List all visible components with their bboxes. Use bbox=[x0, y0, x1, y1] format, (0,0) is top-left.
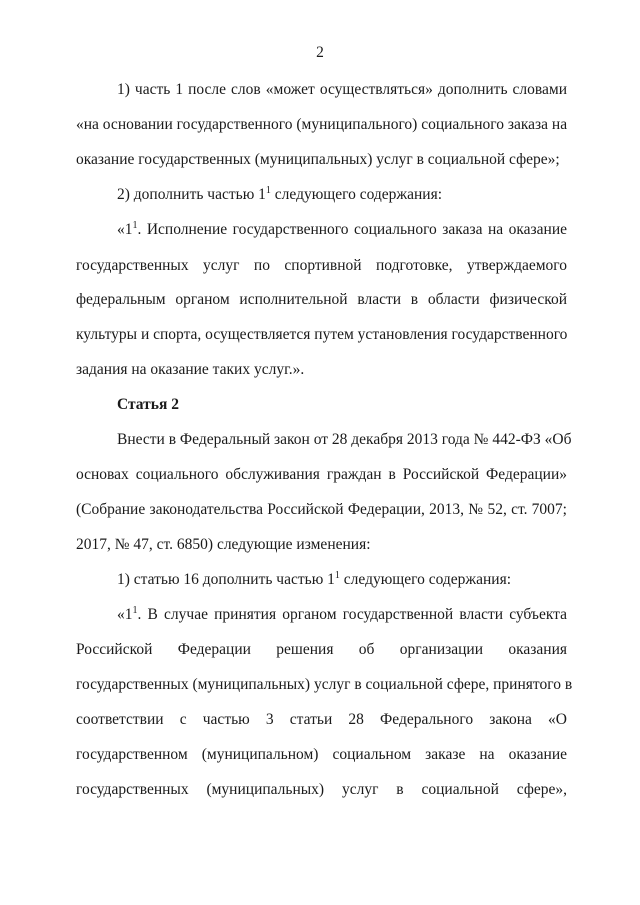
page-number: 2 bbox=[316, 44, 324, 61]
text-span: 2) дополнить частью 1 bbox=[117, 186, 266, 203]
text-line bbox=[117, 185, 567, 205]
text-line: Внести в Федеральный закон от 28 декабря 2013 года № 442-ФЗ «Об bbox=[117, 431, 572, 448]
text-span: следующего содержания: bbox=[339, 571, 512, 588]
text-span: следующего содержания: bbox=[270, 186, 443, 203]
text-line: 1) часть 1 после слов «может осуществляться» дополнить словами bbox=[117, 81, 567, 98]
text-span: «1 bbox=[117, 606, 133, 623]
text-line: государственных услуг по спортивной подготовке, утверждаемого bbox=[76, 257, 567, 274]
text-line bbox=[117, 220, 567, 240]
text-line: оказание государственных (муниципальных) услуг в социальной сфере»; bbox=[76, 151, 560, 168]
superscript: 1 bbox=[334, 570, 340, 581]
text-line: государственных (муниципальных) услуг в социальной сфере, принятого в bbox=[76, 676, 573, 693]
text-line: основах социального обслуживания граждан в Российской Федерации» bbox=[76, 466, 567, 483]
text-span: «1 bbox=[117, 221, 133, 238]
superscript: 1 bbox=[265, 185, 271, 196]
text-line: (Собрание законодательства Российской Федерации, 2013, № 52, ст. 7007; bbox=[76, 501, 567, 518]
text-line: федеральным органом исполнительной власти в области физической bbox=[76, 291, 567, 308]
text-span: 1) статью 16 дополнить частью 1 bbox=[117, 571, 335, 588]
text-line: Российской Федерации решения об организации оказания bbox=[76, 641, 567, 658]
text-span: . В случае принятия органом государственной власти субъекта bbox=[137, 606, 567, 623]
text-line: задания на оказание таких услуг.». bbox=[76, 361, 305, 378]
text-span: . Исполнение государственного социального заказа на оказание bbox=[137, 221, 567, 238]
superscript: 1 bbox=[132, 605, 138, 616]
text-line: «на основании государственного (муниципального) социального заказа на bbox=[76, 116, 568, 133]
article-heading: Статья 2 bbox=[117, 396, 179, 413]
text-line bbox=[117, 605, 567, 625]
text-line: государственных (муниципальных) услуг в социальной сфере», bbox=[76, 781, 567, 798]
text-line: соответствии с частью 3 статьи 28 Федерального закона «О bbox=[76, 711, 567, 728]
superscript: 1 bbox=[132, 220, 138, 231]
text-line: 2017, № 47, ст. 6850) следующие изменения: bbox=[76, 536, 371, 553]
text-line: культуры и спорта, осуществляется путем установления государственного bbox=[76, 326, 568, 343]
text-line bbox=[117, 570, 567, 590]
text-line: государственном (муниципальном) социальном заказе на оказание bbox=[76, 746, 567, 763]
